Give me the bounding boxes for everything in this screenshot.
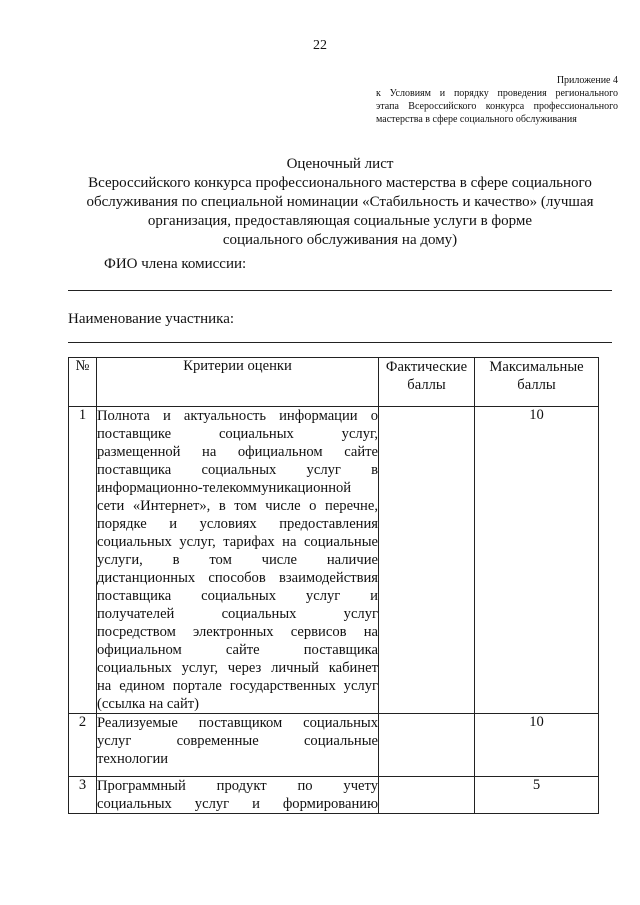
appendix-line: к Условиям и порядку проведения регионального [376, 88, 618, 99]
participant-line [68, 342, 612, 343]
title-line: организация, предоставляющая социальные услуги в форме [147, 213, 533, 229]
header-actual-score [379, 358, 475, 407]
criteria-line: поставщике социальных услуг, [97, 426, 378, 442]
row-criteria [97, 714, 379, 777]
appendix-line: этапа Всероссийского конкурса профессионального [376, 101, 618, 112]
row-actual-score[interactable] [379, 777, 475, 814]
row-max-score: 10 [475, 714, 599, 777]
header-max-line: Максимальные [489, 359, 584, 375]
header-criteria: Критерии оценки [97, 358, 379, 407]
criteria-line: технологии [97, 751, 169, 767]
criteria-line: поставщика социальных услуг в [97, 462, 378, 478]
row-number: 2 [69, 714, 97, 777]
criteria-line: посредством электронных сервисов на [97, 624, 378, 640]
document-title [66, 155, 614, 250]
criteria-line: Реализуемые поставщиком социальных [97, 715, 378, 731]
table-row [69, 714, 599, 777]
header-number: № [69, 358, 97, 407]
row-max-score: 10 [475, 407, 599, 714]
criteria-line: официальном сайте поставщика [97, 642, 378, 658]
page-number: 22 [313, 38, 327, 53]
appendix-line: мастерства в сфере социального обслуживания [376, 114, 577, 125]
criteria-line: поставщика социальных услуг и [97, 588, 378, 604]
criteria-line: сети «Интернет», в том числе о перечне, [97, 498, 378, 514]
criteria-line: Полнота и актуальность информации о [97, 408, 378, 424]
criteria-line: получателей социальных услуг [97, 606, 378, 622]
criteria-line: (ссылка на сайт) [97, 696, 200, 712]
row-max-score: 5 [475, 777, 599, 814]
header-max-line: баллы [517, 377, 556, 393]
criteria-line: на едином портале государственных услуг [97, 678, 378, 694]
criteria-table [68, 357, 599, 814]
criteria-line: дистанционных способов взаимодействия [97, 570, 378, 586]
row-number: 1 [69, 407, 97, 714]
table-header-row [69, 358, 599, 407]
criteria-line: социальных услуг, тарифах на социальные [97, 534, 378, 550]
row-actual-score[interactable] [379, 714, 475, 777]
title-line: обслуживания по специальной номинации «Стабильность и качество» (лучшая [86, 194, 594, 210]
table-row [69, 777, 599, 814]
criteria-line: информационно-телекоммуникационной [97, 480, 352, 496]
header-actual-line: Фактические [385, 359, 468, 375]
criteria-line: услуги, в том числе наличие [97, 552, 378, 568]
title-line: социального обслуживания на дому) [222, 232, 458, 248]
title-line: Всероссийского конкурса профессионального мастерства в сфере социального [88, 175, 592, 191]
criteria-line: услуг современные социальные [97, 733, 378, 749]
row-criteria [97, 407, 379, 714]
participant-label: Наименование участника: [68, 311, 235, 327]
commission-member-line [68, 290, 612, 291]
row-number: 3 [69, 777, 97, 814]
commission-member-label: ФИО члена комиссии: [104, 256, 247, 272]
criteria-line: социальных услуг, через личный кабинет [97, 660, 378, 676]
criteria-line: социальных услуг и формированию [97, 796, 378, 812]
criteria-line: порядке и условиях предоставления [97, 516, 378, 532]
appendix-reference [376, 74, 618, 126]
row-actual-score[interactable] [379, 407, 475, 714]
row-criteria [97, 777, 379, 814]
table-row [69, 407, 599, 714]
appendix-title: Приложение 4 [556, 75, 618, 86]
criteria-line: размещенной на официальном сайте [97, 444, 378, 460]
criteria-line: Программный продукт по учету [97, 778, 378, 794]
header-actual-line: баллы [407, 377, 446, 393]
header-max-score [475, 358, 599, 407]
title-line: Оценочный лист [286, 156, 394, 172]
